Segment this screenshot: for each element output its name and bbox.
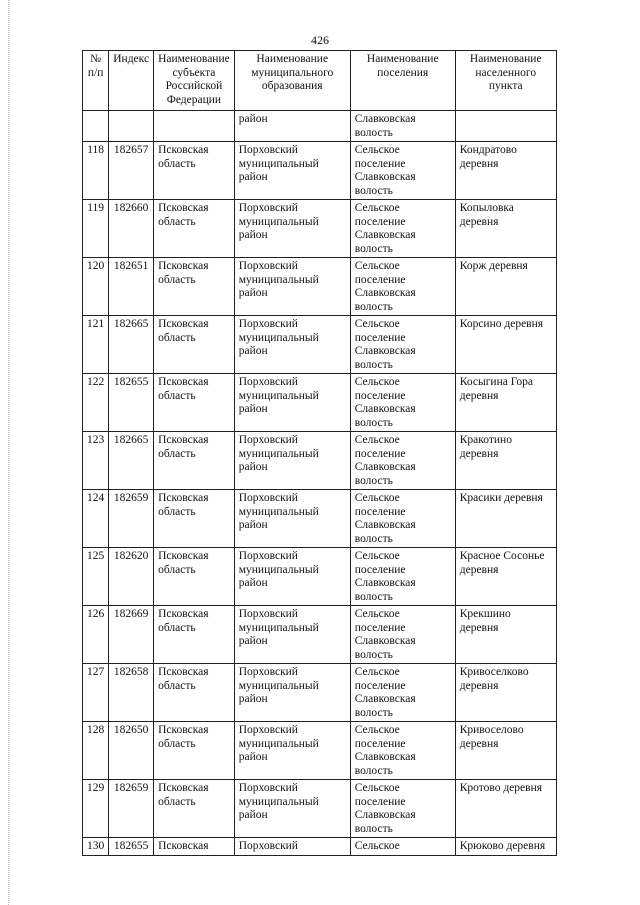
table-row bbox=[83, 258, 557, 316]
cell-locality: Кондратово деревня bbox=[455, 142, 556, 200]
cell-subject: Псковская область bbox=[154, 780, 235, 838]
cell-num: 125 bbox=[83, 548, 109, 606]
cell-municipality: Порховский муниципальный район bbox=[234, 722, 350, 780]
table-row bbox=[83, 722, 557, 780]
cell-index: 182655 bbox=[109, 374, 154, 432]
cell-index: 182669 bbox=[109, 606, 154, 664]
cell-locality: Кракотино деревня bbox=[455, 432, 556, 490]
table-row bbox=[83, 200, 557, 258]
cell-settlement: Сельское bbox=[350, 838, 455, 856]
header-num: № п/п bbox=[83, 51, 109, 111]
cell-settlement: Сельское поселение Славковская волость bbox=[350, 432, 455, 490]
cell-municipality: Порховский bbox=[234, 838, 350, 856]
cell-subject: Псковская область bbox=[154, 490, 235, 548]
cell-num bbox=[83, 111, 109, 142]
cell-index: 182659 bbox=[109, 490, 154, 548]
cell-subject: Псковская область bbox=[154, 722, 235, 780]
cell-num: 128 bbox=[83, 722, 109, 780]
cell-index: 182650 bbox=[109, 722, 154, 780]
cell-locality: Копыловка деревня bbox=[455, 200, 556, 258]
cell-num: 130 bbox=[83, 838, 109, 856]
cell-index: 182657 bbox=[109, 142, 154, 200]
cell-index: 182620 bbox=[109, 548, 154, 606]
header-index: Индекс bbox=[109, 51, 154, 111]
cell-index: 182658 bbox=[109, 664, 154, 722]
cell-municipality: Порховский муниципальный район bbox=[234, 780, 350, 838]
cell-subject: Псковская область bbox=[154, 374, 235, 432]
cell-locality bbox=[455, 111, 556, 142]
cell-locality: Кривоселово деревня bbox=[455, 722, 556, 780]
cell-locality: Корж деревня bbox=[455, 258, 556, 316]
cell-settlement: Славковская волость bbox=[350, 111, 455, 142]
cell-index: 182665 bbox=[109, 316, 154, 374]
cell-index: 182651 bbox=[109, 258, 154, 316]
table-row bbox=[83, 548, 557, 606]
cell-locality: Крекшино деревня bbox=[455, 606, 556, 664]
cell-num: 119 bbox=[83, 200, 109, 258]
cell-locality: Красики деревня bbox=[455, 490, 556, 548]
table-row-partial bbox=[83, 838, 557, 856]
cell-municipality: Порховский муниципальный район bbox=[234, 142, 350, 200]
cell-municipality: Порховский муниципальный район bbox=[234, 374, 350, 432]
header-subject: Наименование субъекта Российской Федерации bbox=[154, 51, 235, 111]
cell-settlement: Сельское поселение Славковская волость bbox=[350, 200, 455, 258]
cell-locality: Корсино деревня bbox=[455, 316, 556, 374]
cell-subject: Псковская область bbox=[154, 316, 235, 374]
table-header-row bbox=[83, 51, 557, 111]
cell-num: 118 bbox=[83, 142, 109, 200]
cell-num: 126 bbox=[83, 606, 109, 664]
table-row bbox=[83, 432, 557, 490]
cell-locality: Косыгина Гора деревня bbox=[455, 374, 556, 432]
cell-municipality: Порховский муниципальный район bbox=[234, 200, 350, 258]
page-number: 426 bbox=[311, 33, 329, 47]
cell-settlement: Сельское поселение Славковская волость bbox=[350, 258, 455, 316]
cell-num: 127 bbox=[83, 664, 109, 722]
cell-subject bbox=[154, 111, 235, 142]
cell-locality: Кривоселково деревня bbox=[455, 664, 556, 722]
cell-locality: Крюково деревня bbox=[455, 838, 556, 856]
cell-settlement: Сельское поселение Славковская волость bbox=[350, 664, 455, 722]
table-row bbox=[83, 606, 557, 664]
table-row bbox=[83, 664, 557, 722]
cell-municipality: Порховский муниципальный район bbox=[234, 664, 350, 722]
cell-subject: Псковская область bbox=[154, 432, 235, 490]
cell-index: 182659 bbox=[109, 780, 154, 838]
table-row bbox=[83, 780, 557, 838]
table-row bbox=[83, 316, 557, 374]
cell-settlement: Сельское поселение Славковская волость bbox=[350, 142, 455, 200]
header-locality: Наименование населенного пункта bbox=[455, 51, 556, 111]
cell-subject: Псковская область bbox=[154, 548, 235, 606]
cell-settlement: Сельское поселение Славковская волость bbox=[350, 722, 455, 780]
cell-municipality: Порховский муниципальный район bbox=[234, 258, 350, 316]
cell-municipality: Порховский муниципальный район bbox=[234, 432, 350, 490]
cell-settlement: Сельское поселение Славковская волость bbox=[350, 374, 455, 432]
cell-subject: Псковская область bbox=[154, 142, 235, 200]
cell-settlement: Сельское поселение Славковская волость bbox=[350, 606, 455, 664]
cell-index: 182655 bbox=[109, 838, 154, 856]
cell-index bbox=[109, 111, 154, 142]
cell-index: 182665 bbox=[109, 432, 154, 490]
cell-municipality: район bbox=[234, 111, 350, 142]
table-row bbox=[83, 490, 557, 548]
settlements-table bbox=[82, 50, 557, 856]
cell-settlement: Сельское поселение Славковская волость bbox=[350, 316, 455, 374]
scan-edge-line bbox=[8, 0, 10, 905]
table-row bbox=[83, 374, 557, 432]
cell-settlement: Сельское поселение Славковская волость bbox=[350, 548, 455, 606]
cell-num: 122 bbox=[83, 374, 109, 432]
header-municipality: Наименование муниципального образования bbox=[234, 51, 350, 111]
cell-settlement: Сельское поселение Славковская волость bbox=[350, 780, 455, 838]
cell-subject: Псковская область bbox=[154, 258, 235, 316]
continuation-row bbox=[83, 111, 557, 142]
table-row bbox=[83, 142, 557, 200]
cell-settlement: Сельское поселение Славковская волость bbox=[350, 490, 455, 548]
cell-num: 123 bbox=[83, 432, 109, 490]
cell-subject: Псковская область bbox=[154, 606, 235, 664]
cell-num: 121 bbox=[83, 316, 109, 374]
cell-municipality: Порховский муниципальный район bbox=[234, 606, 350, 664]
cell-num: 129 bbox=[83, 780, 109, 838]
cell-locality: Кротово деревня bbox=[455, 780, 556, 838]
cell-index: 182660 bbox=[109, 200, 154, 258]
cell-num: 124 bbox=[83, 490, 109, 548]
header-settlement: Наименование поселения bbox=[350, 51, 455, 111]
cell-num: 120 bbox=[83, 258, 109, 316]
cell-municipality: Порховский муниципальный район bbox=[234, 548, 350, 606]
cell-subject: Псковская bbox=[154, 838, 235, 856]
cell-subject: Псковская область bbox=[154, 200, 235, 258]
cell-municipality: Порховский муниципальный район bbox=[234, 490, 350, 548]
cell-subject: Псковская область bbox=[154, 664, 235, 722]
cell-municipality: Порховский муниципальный район bbox=[234, 316, 350, 374]
cell-locality: Красное Сосонье деревня bbox=[455, 548, 556, 606]
